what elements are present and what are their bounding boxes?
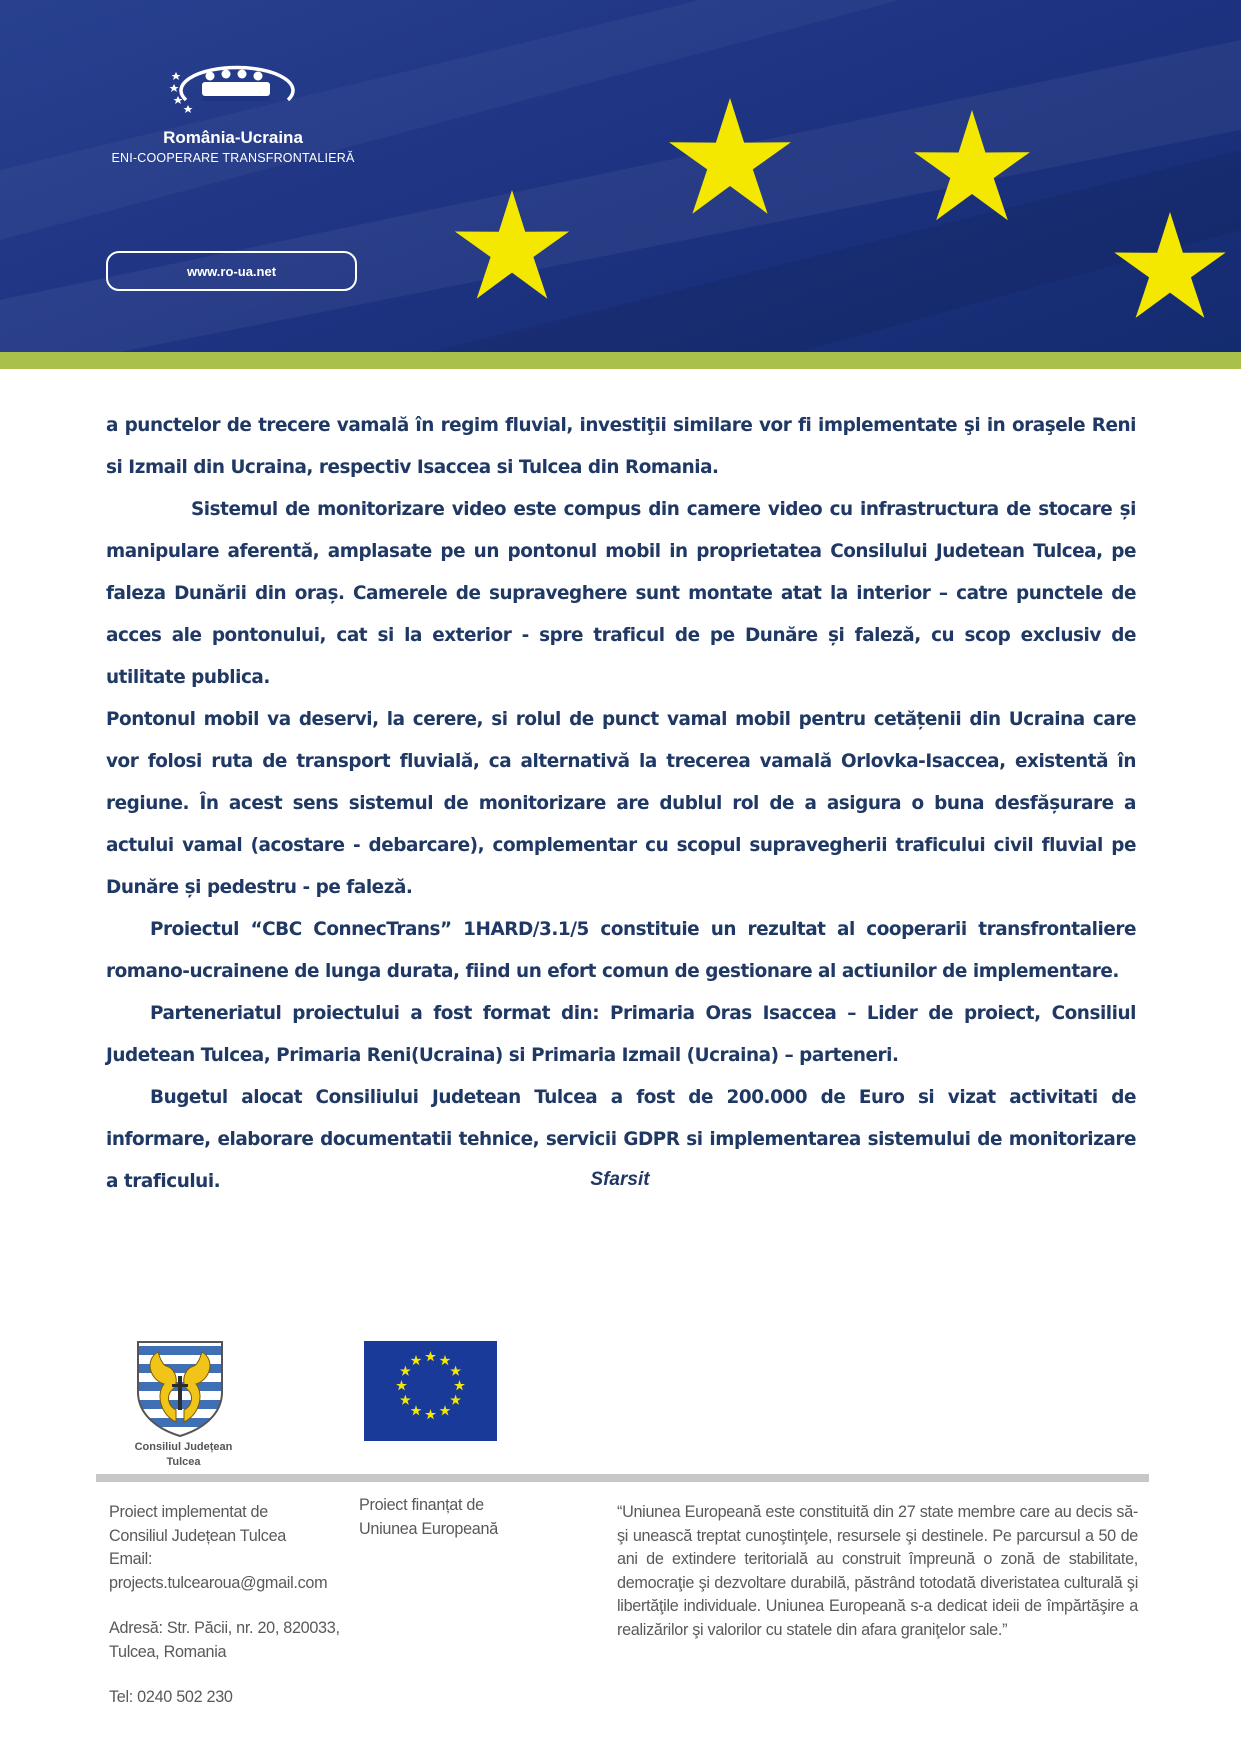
- footer-divider: [96, 1474, 1149, 1482]
- footer-implementer-info: [109, 1501, 369, 1710]
- website-link[interactable]: www.ro-ua.net: [106, 251, 357, 291]
- footer-line: Consiliul Județean Tulcea: [109, 1526, 286, 1545]
- banner-background: [0, 0, 1241, 352]
- paragraph: a punctelor de trecere vamală în regim fluvial, investiţii similare vor fi implementate şi in oraşele Reni si Izmail din Ucraina, respectiv Isaccea si Tulcea din Romania.: [106, 415, 1136, 478]
- footer-phone: Tel: 0240 502 230: [109, 1688, 233, 1706]
- footer-line: Proiect implementat de: [109, 1503, 268, 1521]
- crest-caption: [126, 1440, 241, 1470]
- footer-funder-info: [359, 1494, 559, 1541]
- paragraph: Bugetul alocat Consiliului Judetean Tulcea a fost de 200.000 de Euro si vizat activitati de informare, elaborare documentatii tehnice, servicii GDPR si implementarea sistemului de monitorizare a traficului.: [106, 1087, 1136, 1192]
- eu-flag-icon: [364, 1341, 497, 1441]
- header-green-stripe: [0, 352, 1241, 369]
- paragraph: Parteneriatul proiectului a fost format din: Primaria Oras Isaccea – Lider de proiect, Consiliul Judetean Tulcea, Primaria Reni(Ucraina) si Primaria Izmail (Ucraina) – parteneri.: [106, 1003, 1136, 1066]
- footer-address: Tulcea, Romania: [109, 1642, 227, 1661]
- end-marker: Sfarsit: [590, 1169, 650, 1190]
- crest-caption-line: Consiliul Județean: [134, 1441, 233, 1453]
- footer-eu-statement: “Uniunea Europeană este constituită din 27 state membre care au decis să-şi unească treptat cunoştinţele, resursele şi destinele. Pe parcursul a 50 de ani de extindere teritorială au construit împreună o zonă de stabilitate, democraţie şi dezvoltare durabilă, păstrând totodată diveristatea culturală şi libertăţile individuale. Uniunea Europeană s-a dedicat ideii de împărtăşire a realizărilor şi valorilor cu statele din afara graniţelor sale.”: [617, 1503, 1138, 1639]
- paragraph: Proiectul “CBC ConnecTrans” 1HARD/3.1/5 constituie un rezultat al cooperarii transfrontaliere romano-ucrainene de lunga durata, fiind un efort comun de gestionare al actiunilor de implementare.: [106, 919, 1136, 982]
- article-body: [106, 405, 1136, 1203]
- program-subtitle: ENI-COOPERARE TRANSFRONTALIERĂ: [111, 151, 355, 165]
- ro-ua-logo-icon: [168, 62, 300, 116]
- program-title: România-Ucraina: [163, 128, 303, 147]
- footer-line: Uniunea Europeană: [359, 1519, 498, 1538]
- paragraph: Pontonul mobil va deservi, la cerere, si rolul de punct vamal mobil pentru cetățenii din Ucraina care vor folosi ruta de transport fluvială, ca alternativă la trecerea vamală Orlovka-Isaccea, existentă în regiune. În acest sens sistemul de monitorizare are dublul rol de a asigura o buna desfășurare a actului vamal (acostare - debarcare), complementar cu scopul supravegherii traficului civil fluvial pe Dunăre și pedestru - pe faleză.: [106, 709, 1136, 898]
- header-banner: [0, 0, 1241, 352]
- paragraph: Sistemul de monitorizare video este compus din camere video cu infrastructura de stocare și manipulare aferentă, amplasate pe un pontonul mobil in proprietatea Consilului Judetean Tulcea, pe faleza Dunării din oraș. Camerele de supraveghere sunt montate atat la interior – catre punctele de acces ale pontonului, cat si la exterior - spre traficul de pe Dunăre și faleză, cu scop exclusiv de utilitate publica.: [106, 499, 1136, 688]
- crest-caption-line: Tulcea: [166, 1456, 201, 1468]
- county-crest-icon: [136, 1340, 224, 1438]
- footer-email-label: Email:: [109, 1550, 153, 1568]
- footer-email[interactable]: projects.tulcearoua@gmail.com: [109, 1573, 328, 1592]
- footer-address: Adresă: Str. Păcii, nr. 20, 820033,: [109, 1619, 340, 1637]
- footer-line: Proiect finanțat de: [359, 1496, 484, 1514]
